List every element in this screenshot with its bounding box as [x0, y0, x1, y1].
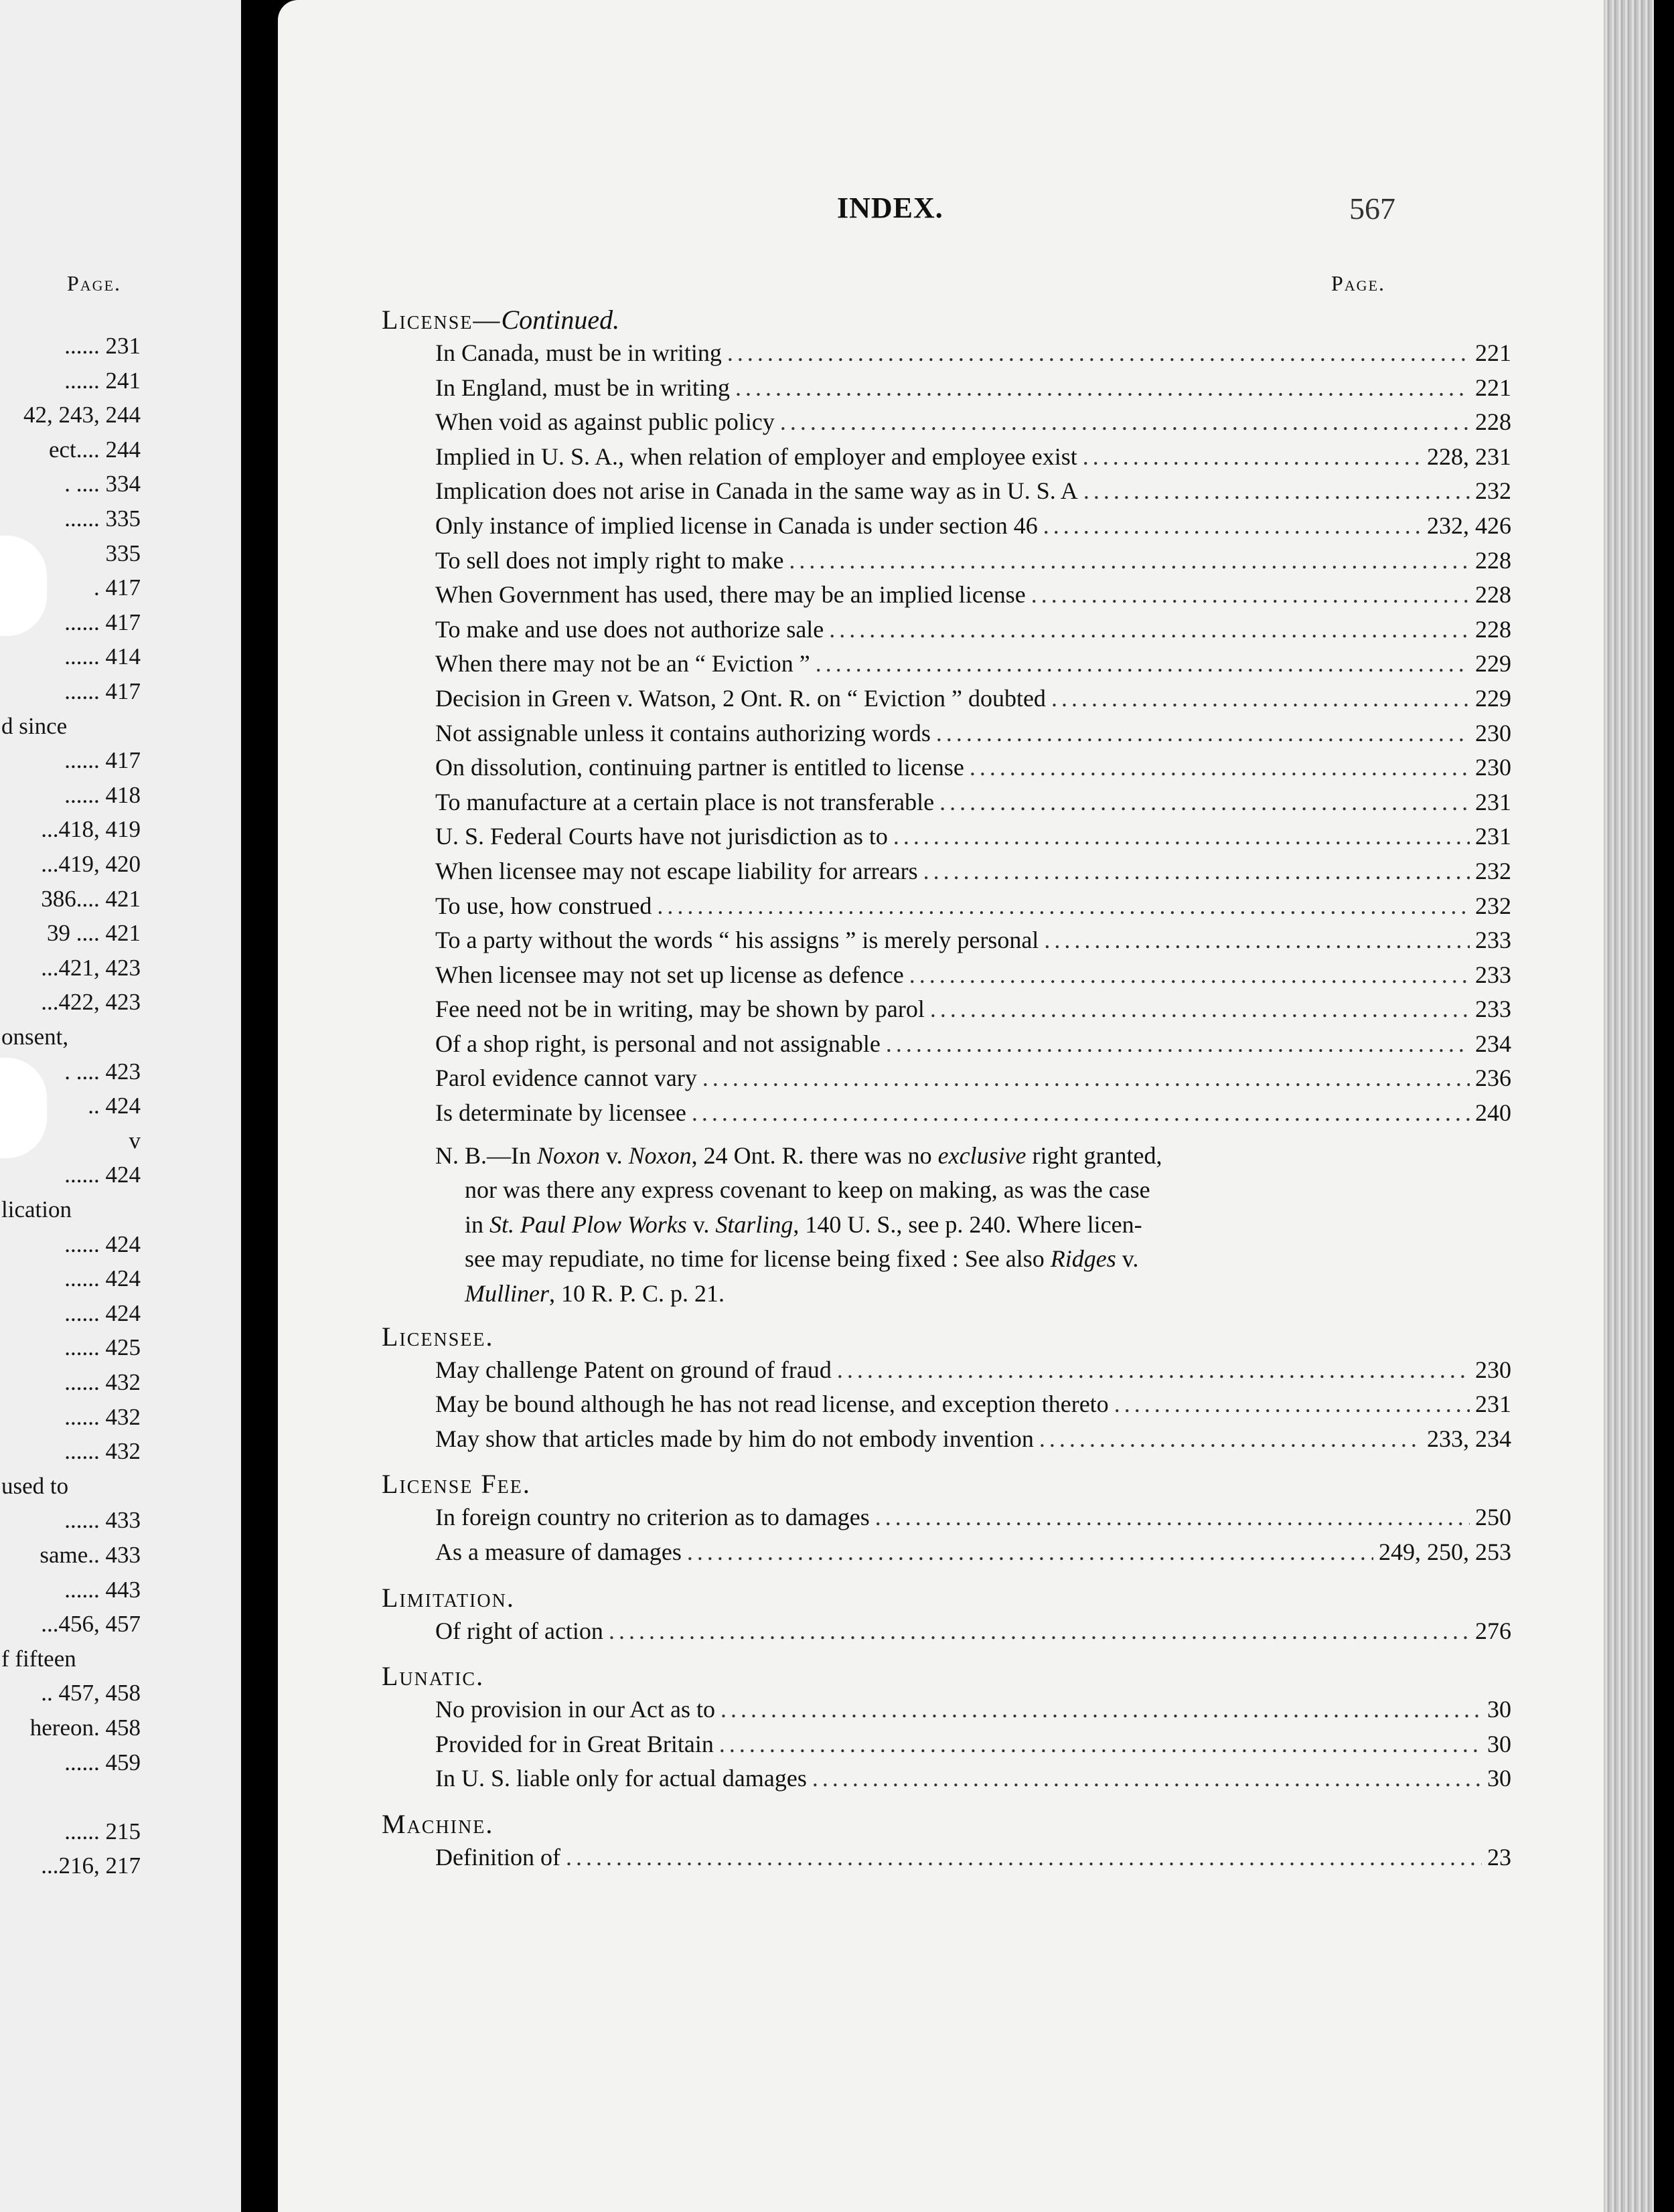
- index-entry: [435, 926, 1511, 961]
- index-entry: [435, 1695, 1511, 1730]
- facing-page-line: 386.... 421: [41, 885, 141, 912]
- index-entry: [435, 511, 1511, 546]
- facing-page-line: ...... 241: [64, 367, 141, 394]
- leader-dots: [1083, 477, 1470, 505]
- entry-text: Fee need not be in writing, may be shown by parol: [435, 996, 925, 1023]
- entry-page-refs: 232, 426: [1427, 511, 1511, 539]
- entry-list: [382, 339, 1520, 1133]
- index-entry: [435, 788, 1511, 823]
- facing-page-line: d since: [1, 712, 68, 739]
- edge-shadow: [1654, 0, 1674, 2212]
- leader-dots: [789, 546, 1470, 574]
- leader-dots: [829, 615, 1470, 643]
- facing-page-line: ...... 432: [64, 1403, 141, 1430]
- facing-page-line: ...422, 423: [41, 989, 141, 1016]
- facing-page: [0, 0, 241, 2212]
- index-heading: [382, 304, 1520, 339]
- case-name: Noxon: [628, 1141, 692, 1169]
- index-entry: [435, 719, 1511, 754]
- entry-text: In England, must be in writing: [435, 374, 730, 401]
- index-entry: [435, 1390, 1511, 1425]
- case-name: Ridges: [1050, 1245, 1116, 1273]
- leader-dots: [1039, 1425, 1422, 1453]
- entry-page-refs: 276: [1475, 1617, 1511, 1644]
- heading-label: License Fee.: [382, 1469, 531, 1500]
- entry-page-refs: 233: [1475, 927, 1511, 954]
- facing-page-line: ...418, 419: [41, 816, 141, 843]
- page-column-head: Page.: [1331, 271, 1386, 295]
- facing-page-line: f fifteen: [1, 1645, 76, 1672]
- facing-page-line: ...... 418: [64, 781, 141, 808]
- index-page: [278, 0, 1617, 2212]
- emphasis: exclusive: [937, 1141, 1026, 1169]
- facing-page-line: ...... 414: [64, 643, 141, 670]
- note-line: nor was there any express covenant to keep on making, as was the case: [465, 1176, 1150, 1204]
- facing-page-line: 335: [105, 540, 141, 566]
- page-damage-mark: [0, 536, 47, 636]
- leader-dots: [816, 649, 1470, 678]
- leader-dots: [923, 857, 1470, 885]
- entry-list: [382, 1617, 1520, 1652]
- index-entries: [382, 295, 1520, 1878]
- facing-page-column-head: Page.: [67, 271, 122, 295]
- index-entry: [435, 443, 1511, 477]
- entry-text: In Canada, must be in writing: [435, 339, 722, 366]
- case-name: Mulliner: [465, 1280, 549, 1308]
- entry-page-refs: 231: [1475, 1391, 1511, 1418]
- index-entry: [435, 374, 1511, 408]
- entry-page-refs: 232: [1475, 857, 1511, 884]
- entry-page-refs: 30: [1487, 1696, 1511, 1723]
- index-entry: [435, 1843, 1511, 1878]
- entry-text: As a measure of damages: [435, 1538, 682, 1565]
- index-entry: [435, 1503, 1511, 1538]
- entry-text: Is determinate by licensee: [435, 1099, 686, 1127]
- index-entry: [435, 477, 1511, 511]
- entry-text: When void as against public policy: [435, 408, 775, 436]
- entry-text: Not assignable unless it contains authorizing words: [435, 719, 931, 746]
- index-heading: [382, 1660, 1520, 1695]
- facing-page-line: ...... 424: [64, 1231, 141, 1257]
- index-entry: [435, 1064, 1511, 1099]
- entry-page-refs: 23: [1487, 1843, 1511, 1871]
- entry-text: Parol evidence cannot vary: [435, 1064, 697, 1092]
- entry-page-refs: 240: [1475, 1099, 1511, 1127]
- entry-page-refs: 233: [1475, 996, 1511, 1023]
- leader-dots: [837, 1356, 1470, 1384]
- leader-dots: [936, 719, 1470, 747]
- entry-page-refs: 228: [1475, 546, 1511, 574]
- heading-label: Machine.: [382, 1808, 494, 1839]
- entry-page-refs: 228: [1475, 581, 1511, 609]
- leader-dots: [687, 1538, 1373, 1566]
- index-entry: [435, 408, 1511, 443]
- leader-dots: [1051, 684, 1470, 712]
- entry-text: When Government has used, there may be an implied license: [435, 581, 1026, 609]
- leader-dots: [812, 1764, 1482, 1792]
- entry-page-refs: 230: [1475, 1356, 1511, 1383]
- entry-text: When licensee may not set up license as defence: [435, 961, 904, 988]
- facing-page-line: ...... 424: [64, 1162, 141, 1188]
- facing-page-line: ...... 417: [64, 609, 141, 635]
- index-heading: [382, 1808, 1520, 1843]
- entry-list: [382, 1843, 1520, 1878]
- facing-page-line: . .... 334: [64, 471, 141, 497]
- facing-page-line: ect.... 244: [48, 436, 141, 463]
- index-entry: [435, 857, 1511, 892]
- entry-page-refs: 233: [1475, 961, 1511, 988]
- facing-page-line: ...... 215: [64, 1818, 141, 1844]
- leader-dots: [735, 374, 1470, 402]
- case-name: St. Paul Plow Works: [489, 1210, 687, 1238]
- leader-dots: [970, 753, 1470, 781]
- entry-text: May challenge Patent on ground of fraud: [435, 1356, 832, 1383]
- entry-text: Definition of: [435, 1843, 560, 1871]
- leader-dots: [1043, 511, 1422, 540]
- index-entry: [435, 1425, 1511, 1459]
- entry-text: U. S. Federal Courts have not jurisdiction as to: [435, 823, 888, 850]
- leader-dots: [780, 408, 1470, 436]
- leader-dots: [1083, 443, 1422, 471]
- index-entry: [435, 684, 1511, 719]
- facing-page-line: 42, 243, 244: [23, 402, 141, 428]
- facing-page-line: v: [129, 1127, 141, 1154]
- entry-page-refs: 229: [1475, 684, 1511, 712]
- entry-page-refs: 231: [1475, 823, 1511, 850]
- heading-continued: Continued.: [501, 305, 620, 335]
- facing-page-line: ...... 432: [64, 1438, 141, 1465]
- entry-text: Of right of action: [435, 1617, 603, 1644]
- facing-page-line: onsent,: [1, 1024, 69, 1050]
- entry-text: Of a shop right, is personal and not assignable: [435, 1030, 881, 1057]
- case-name: Noxon: [537, 1141, 600, 1169]
- entry-page-refs: 232: [1475, 892, 1511, 919]
- facing-page-line: 39 .... 421: [47, 920, 141, 947]
- facing-page-line: ...456, 457: [41, 1611, 141, 1638]
- entry-page-refs: 236: [1475, 1064, 1511, 1092]
- entry-page-refs: 228: [1475, 615, 1511, 643]
- entry-page-refs: 230: [1475, 719, 1511, 746]
- facing-page-line: lication: [1, 1196, 72, 1222]
- leader-dots: [886, 1030, 1470, 1058]
- facing-page-line: ...... 459: [64, 1749, 141, 1775]
- index-entry: [435, 339, 1511, 374]
- index-entry: [435, 1617, 1511, 1652]
- case-name: Starling: [715, 1210, 793, 1238]
- facing-page-line: ...421, 423: [41, 954, 141, 981]
- entry-page-refs: 231: [1475, 788, 1511, 815]
- index-entry: [435, 1356, 1511, 1391]
- entry-page-refs: 229: [1475, 650, 1511, 678]
- entry-page-refs: 30: [1487, 1730, 1511, 1757]
- entry-text: To use, how construed: [435, 892, 652, 919]
- leader-dots: [609, 1617, 1470, 1645]
- index-entry: [435, 1764, 1511, 1799]
- leader-dots: [939, 788, 1470, 816]
- leader-dots: [566, 1843, 1482, 1871]
- entry-text: To sell does not imply right to make: [435, 546, 784, 574]
- facing-page-line: ...... 417: [64, 678, 141, 704]
- index-heading: [382, 1321, 1520, 1356]
- leader-dots: [1114, 1390, 1470, 1418]
- facing-page-line: ...216, 217: [41, 1852, 141, 1879]
- facing-page-line: . 417: [94, 574, 141, 601]
- entry-text: When licensee may not escape liability for arrears: [435, 857, 918, 884]
- entry-page-refs: 30: [1487, 1765, 1511, 1792]
- entry-page-refs: 234: [1475, 1030, 1511, 1057]
- entry-page-refs: 221: [1475, 374, 1511, 401]
- entry-text: May show that articles made by him do not embody invention: [435, 1425, 1034, 1452]
- facing-page-line: ...... 231: [64, 333, 141, 359]
- index-entry: [435, 580, 1511, 615]
- entry-list: [382, 1695, 1520, 1799]
- index-entry: [435, 615, 1511, 650]
- index-entry: [435, 1538, 1511, 1573]
- entry-text: Implied in U. S. A., when relation of employer and employee exist: [435, 443, 1077, 470]
- index-heading: [382, 1468, 1520, 1503]
- facing-page-line: ...419, 420: [41, 851, 141, 877]
- entry-page-refs: 249, 250, 253: [1379, 1538, 1511, 1565]
- leader-dots: [702, 1064, 1470, 1092]
- entry-text: To a party without the words “ his assigns ” is merely personal: [435, 927, 1039, 954]
- index-entry: [435, 546, 1511, 581]
- entry-text: To manufacture at a certain place is not transferable: [435, 788, 935, 815]
- index-entry: [435, 892, 1511, 927]
- facing-page-line: ...... 433: [64, 1507, 141, 1534]
- entry-page-refs: 233, 234: [1427, 1425, 1511, 1452]
- book-gutter: [241, 0, 278, 2212]
- facing-page-line: . .... 423: [64, 1058, 141, 1085]
- index-entry: [435, 649, 1511, 684]
- heading-label: License—: [382, 305, 502, 335]
- entry-text: No provision in our Act as to: [435, 1696, 715, 1723]
- entry-page-refs: 250: [1475, 1504, 1511, 1531]
- index-entry: [435, 1030, 1511, 1064]
- entry-text: Only instance of implied license in Canada is under section 46: [435, 511, 1038, 539]
- facing-page-line: .. 424: [88, 1093, 141, 1119]
- index-entry: [435, 822, 1511, 857]
- heading-label: Lunatic.: [382, 1661, 485, 1692]
- leader-dots: [727, 339, 1470, 367]
- index-heading: [382, 1582, 1520, 1617]
- leader-dots: [719, 1730, 1482, 1758]
- index-entry: [435, 1099, 1511, 1133]
- index-entry: [435, 1730, 1511, 1765]
- entry-page-refs: 228: [1475, 408, 1511, 436]
- entry-text: Decision in Green v. Watson, 2 Ont. R. on “ Eviction ” doubted: [435, 684, 1046, 712]
- facing-page-line: same.. 433: [40, 1542, 141, 1568]
- facing-page-line: .. 457, 458: [41, 1680, 141, 1707]
- heading-label: Limitation.: [382, 1582, 515, 1613]
- facing-page-line: ...... 335: [64, 505, 141, 532]
- facing-page-line: hereon. 458: [29, 1715, 141, 1741]
- entry-text: May be bound although he has not read license, and exception thereto: [435, 1391, 1109, 1418]
- page-number: 567: [1349, 191, 1395, 226]
- entry-text: Implication does not arise in Canada in the same way as in U. S. A: [435, 477, 1078, 505]
- entry-text: In U. S. liable only for actual damages: [435, 1765, 807, 1792]
- index-entry: [435, 753, 1511, 788]
- page-damage-mark: [0, 1058, 47, 1158]
- leader-dots: [720, 1695, 1482, 1723]
- leader-dots: [875, 1503, 1470, 1531]
- leader-dots: [909, 961, 1470, 989]
- leader-dots: [893, 822, 1470, 850]
- entry-page-refs: 230: [1475, 754, 1511, 781]
- facing-page-line: ...... 424: [64, 1265, 141, 1292]
- index-entry: [435, 995, 1511, 1030]
- leader-dots: [1044, 926, 1470, 954]
- facing-page-line: used to: [1, 1472, 69, 1499]
- entry-page-refs: 228, 231: [1427, 443, 1511, 470]
- facing-page-line: ...... 424: [64, 1299, 141, 1326]
- running-title: INDEX.: [837, 191, 943, 224]
- facing-page-line: ...... 425: [64, 1334, 141, 1361]
- entry-page-refs: 232: [1475, 477, 1511, 505]
- entry-list: [382, 1356, 1520, 1459]
- entry-text: To make and use does not authorize sale: [435, 615, 824, 643]
- facing-page-line: ...... 417: [64, 747, 141, 774]
- entry-text: On dissolution, continuing partner is entitled to license: [435, 754, 964, 781]
- facing-page-line: ...... 443: [64, 1576, 141, 1603]
- leader-dots: [930, 995, 1470, 1023]
- entry-page-refs: 221: [1475, 339, 1511, 366]
- entry-text: Provided for in Great Britain: [435, 1730, 714, 1757]
- leader-dots: [657, 892, 1470, 920]
- heading-label: Licensee.: [382, 1321, 494, 1352]
- entry-text: In foreign country no criterion as to damages: [435, 1504, 870, 1531]
- facing-page-line: ...... 432: [64, 1369, 141, 1395]
- entry-list: [382, 1503, 1520, 1572]
- leader-dots: [692, 1099, 1470, 1127]
- note-block: N. B.—In Noxon v. Noxon, 24 Ont. R. there was no exclusive right granted, nor was there any express covenant to keep on making, as was the case in St. Paul Plow Works v. Starling, 140 U. S., see p. 240. Where licen- see may repudiate, no time for license being fixed : See also Ridges v. Mulliner, 10 R. P. C. p. 21.: [435, 1139, 1520, 1312]
- page-edges: [1604, 0, 1674, 2212]
- entry-text: When there may not be an “ Eviction ”: [435, 650, 810, 678]
- leader-dots: [1031, 580, 1470, 609]
- index-entry: [435, 961, 1511, 996]
